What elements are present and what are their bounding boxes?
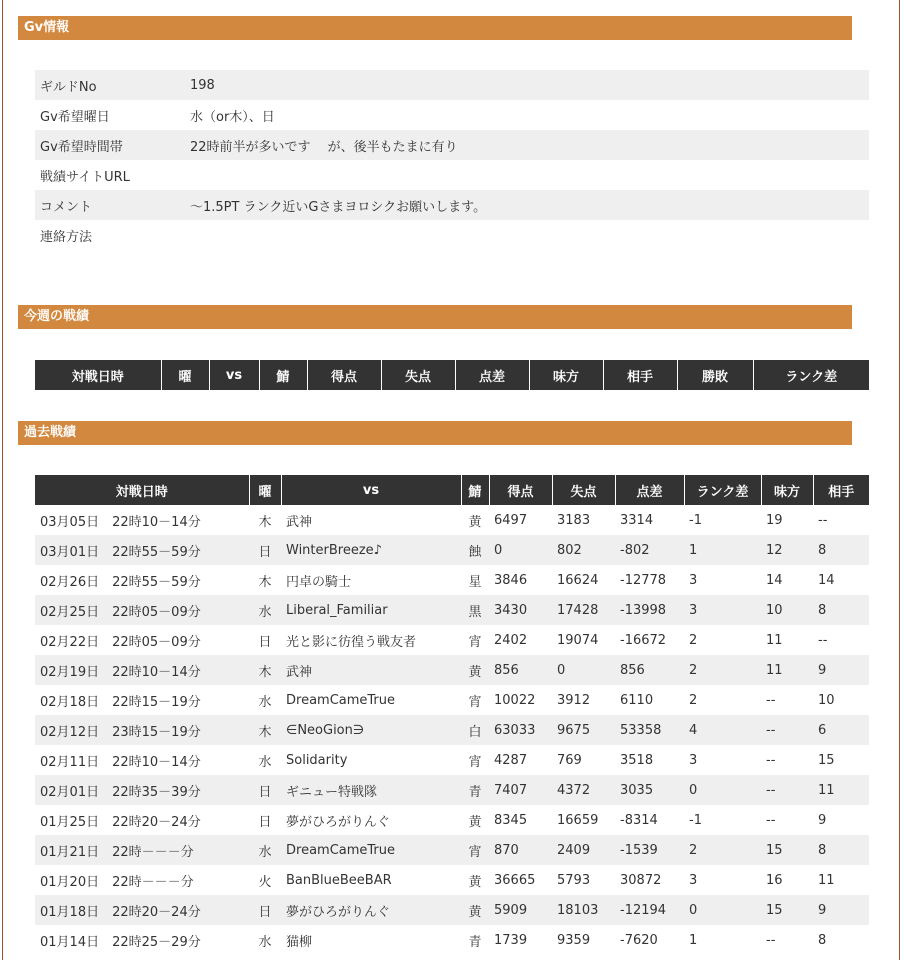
table-cell: 02月26日 22時55－59分 — [40, 574, 201, 590]
table-cell: 2402 — [494, 632, 528, 648]
table-cell: 黄 — [461, 895, 489, 925]
table-cell: 01月14日 22時25－29分 — [40, 934, 201, 950]
table-cell: 16624 — [557, 572, 599, 588]
table-cell: 1739 — [494, 932, 528, 948]
table-cell: 8 — [813, 535, 869, 565]
week-column-header: 鯖 — [259, 360, 307, 390]
section-title-past: 過去戦績 — [18, 421, 852, 445]
table-cell: 9675 — [552, 715, 615, 745]
table-cell: 3430 — [489, 595, 552, 625]
table-row — [35, 895, 869, 925]
table-row — [35, 595, 869, 625]
table-cell: 水 — [249, 595, 281, 625]
info-label: 連絡方法 — [40, 229, 93, 245]
table-cell: 02月11日 22時10－14分 — [40, 754, 201, 770]
table-cell: 10 — [761, 595, 813, 625]
past-column-header: ランク差 — [684, 475, 761, 505]
table-cell: 黄 — [468, 514, 482, 530]
table-cell: 14 — [766, 572, 783, 588]
table-cell: 63033 — [489, 715, 552, 745]
past-column-header: 得点 — [489, 475, 552, 505]
table-cell: 15 — [761, 895, 813, 925]
table-cell: 9359 — [557, 932, 591, 948]
table-cell: 2 — [684, 655, 761, 685]
table-cell: 03月05日 22時10－14分 — [40, 514, 201, 530]
table-cell: 19 — [766, 512, 783, 528]
table-cell: 3846 — [494, 572, 528, 588]
table-cell: 0 — [489, 535, 552, 565]
table-cell: -8314 — [620, 812, 658, 828]
table-cell: 宵 — [468, 694, 482, 710]
table-cell: 水 — [258, 934, 272, 950]
table-row — [35, 775, 869, 805]
table-cell: 3 — [689, 872, 698, 888]
table-row — [35, 655, 869, 685]
table-cell: BanBlueBeeBAR — [286, 872, 392, 888]
table-cell: 黄 — [461, 655, 489, 685]
table-cell: -- — [766, 692, 776, 708]
table-cell: 水 — [258, 754, 272, 770]
table-row — [35, 925, 869, 955]
info-value: 水（or木）、日 — [190, 109, 275, 125]
table-cell: 青 — [461, 775, 489, 805]
past-column-header: 相手 — [813, 475, 869, 505]
table-cell: -1 — [689, 812, 702, 828]
table-cell: 7407 — [489, 775, 552, 805]
past-column-header: 対戦日時 — [35, 475, 249, 505]
table-cell: 武神 — [281, 655, 461, 685]
table-cell: 18103 — [552, 895, 615, 925]
table-cell: Solidarity — [286, 752, 348, 768]
table-cell: 3 — [689, 572, 698, 588]
week-column-header: ランク差 — [753, 360, 869, 390]
table-row — [35, 745, 869, 775]
table-cell: 円卓の騎士 — [286, 574, 352, 590]
info-row — [35, 130, 869, 160]
table-cell: 11 — [813, 775, 869, 805]
past-column-header: 失点 — [552, 475, 615, 505]
table-cell: 3035 — [615, 775, 684, 805]
table-cell: -- — [766, 932, 776, 948]
info-value — [185, 160, 869, 190]
table-cell: 2 — [689, 632, 698, 648]
table-cell: 02月25日 22時05－09分 — [35, 595, 249, 625]
past-column-header: 味方 — [761, 475, 813, 505]
table-cell: 12 — [761, 535, 813, 565]
table-cell: 日 — [258, 634, 272, 650]
table-cell: 01月21日 22時－－－分 — [35, 835, 249, 865]
table-cell: 2 — [684, 835, 761, 865]
table-cell: 6110 — [620, 692, 654, 708]
table-cell: 木 — [249, 715, 281, 745]
past-column-header: 曜 — [249, 475, 281, 505]
table-row — [35, 565, 869, 595]
info-label: Gv希望曜日 — [40, 109, 110, 125]
table-cell: -- — [761, 715, 813, 745]
table-cell: 夢がひろがりんぐ — [281, 895, 461, 925]
info-row — [35, 160, 869, 190]
table-cell: 10 — [818, 692, 835, 708]
section-title-this-week: 今週の戦績 — [18, 305, 852, 329]
table-cell: -16672 — [620, 632, 667, 648]
past-results-table — [35, 475, 869, 955]
table-cell: 猫柳 — [286, 934, 313, 950]
table-cell: 02月12日 23時15－19分 — [35, 715, 249, 745]
table-cell: 36665 — [494, 872, 536, 888]
info-row — [35, 70, 869, 100]
table-cell: 17428 — [552, 595, 615, 625]
table-cell: 0 — [684, 895, 761, 925]
week-column-header: 点差 — [455, 360, 529, 390]
table-cell: 03月01日 22時55－59分 — [35, 535, 249, 565]
table-cell: 6497 — [494, 512, 528, 528]
table-cell: 02月19日 22時10－14分 — [35, 655, 249, 685]
table-cell: 蝕 — [461, 535, 489, 565]
table-cell: 8 — [813, 595, 869, 625]
table-row — [35, 865, 869, 895]
table-cell: 802 — [552, 535, 615, 565]
table-cell: 11 — [818, 872, 835, 888]
table-cell: 日 — [249, 775, 281, 805]
table-cell: 0 — [684, 775, 761, 805]
table-cell: 4287 — [494, 752, 528, 768]
table-cell: -- — [818, 512, 828, 528]
info-row — [35, 220, 869, 250]
info-label: 戦績サイトURL — [40, 169, 130, 185]
table-cell: 2 — [689, 692, 698, 708]
table-cell: -13998 — [615, 595, 684, 625]
table-cell: ∈NeoGion∋ — [281, 715, 461, 745]
table-cell: 3912 — [557, 692, 591, 708]
table-cell: ギニュー特戦隊 — [281, 775, 461, 805]
table-cell: 木 — [258, 574, 272, 590]
table-cell: 53358 — [615, 715, 684, 745]
table-cell: 8345 — [494, 812, 528, 828]
info-label: コメント — [35, 190, 185, 220]
week-column-header: 相手 — [603, 360, 677, 390]
table-cell: 日 — [249, 535, 281, 565]
table-cell: 14 — [818, 572, 835, 588]
info-label: Gv希望時間帯 — [35, 130, 185, 160]
table-cell: 3 — [689, 752, 698, 768]
week-column-header: 曜 — [161, 360, 209, 390]
table-cell: -1539 — [615, 835, 684, 865]
week-column-header: 味方 — [529, 360, 603, 390]
week-column-header: 失点 — [381, 360, 455, 390]
table-cell: 火 — [258, 874, 272, 890]
table-cell: 870 — [489, 835, 552, 865]
info-value: ～1.5PT ランク近いGさまヨロシクお願いします。 — [185, 190, 869, 220]
table-cell: -12194 — [615, 895, 684, 925]
table-cell: -- — [766, 752, 776, 768]
table-cell: -- — [818, 632, 828, 648]
table-cell: WinterBreeze♪ — [281, 535, 461, 565]
table-cell: 30872 — [620, 872, 662, 888]
table-cell: 星 — [468, 574, 482, 590]
table-cell: 16 — [766, 872, 783, 888]
table-cell: 6 — [813, 715, 869, 745]
table-cell: 宵 — [468, 634, 482, 650]
table-row — [35, 715, 869, 745]
table-cell: -- — [761, 775, 813, 805]
table-cell: 8 — [813, 835, 869, 865]
info-value: 22時前半が多いです が、後半もたまに有り — [185, 130, 869, 160]
table-cell: 9 — [813, 655, 869, 685]
table-cell: 3183 — [557, 512, 591, 528]
week-column-header: 得点 — [307, 360, 381, 390]
table-cell: 0 — [552, 655, 615, 685]
table-cell: 16659 — [557, 812, 599, 828]
table-cell: 02月22日 22時05－09分 — [40, 634, 201, 650]
table-cell: 11 — [766, 632, 783, 648]
table-row — [35, 835, 869, 865]
this-week-table — [35, 360, 869, 390]
table-row — [35, 505, 869, 535]
table-cell: 3 — [684, 595, 761, 625]
info-value — [185, 220, 869, 250]
table-cell: 15 — [761, 835, 813, 865]
table-cell: DreamCameTrue — [286, 692, 396, 708]
week-column-header: 勝敗 — [677, 360, 753, 390]
table-cell: 水 — [258, 694, 272, 710]
table-cell: 光と影に彷徨う戦友者 — [286, 634, 417, 650]
table-cell: 日 — [249, 895, 281, 925]
table-cell: -1 — [689, 512, 702, 528]
table-cell: -- — [766, 812, 776, 828]
table-cell: -7620 — [620, 932, 658, 948]
table-cell: 白 — [461, 715, 489, 745]
table-cell: 15 — [818, 752, 835, 768]
table-cell: 5793 — [557, 872, 591, 888]
table-cell: 01月25日 22時20－24分 — [40, 814, 201, 830]
table-cell: 夢がひろがりんぐ — [286, 814, 391, 830]
table-cell: 10022 — [494, 692, 536, 708]
table-cell: 水 — [249, 835, 281, 865]
table-cell: 19074 — [557, 632, 599, 648]
table-cell: DreamCameTrue — [281, 835, 461, 865]
table-cell: 黄 — [468, 814, 482, 830]
table-cell: 02月18日 22時15－19分 — [40, 694, 201, 710]
table-cell: 4 — [684, 715, 761, 745]
table-cell: 宵 — [468, 754, 482, 770]
week-column-header: vs — [209, 360, 259, 390]
table-cell: 2409 — [552, 835, 615, 865]
table-cell: 02月01日 22時35－39分 — [35, 775, 249, 805]
table-cell: 11 — [761, 655, 813, 685]
past-column-header: 点差 — [615, 475, 684, 505]
past-column-header: vs — [281, 475, 461, 505]
table-cell: 01月18日 22時20－24分 — [35, 895, 249, 925]
table-row — [35, 805, 869, 835]
table-row — [35, 685, 869, 715]
table-cell: 3518 — [620, 752, 654, 768]
table-cell: -802 — [615, 535, 684, 565]
table-cell: Liberal_Familiar — [281, 595, 461, 625]
gv-info-table — [35, 70, 869, 250]
table-cell: 日 — [258, 814, 272, 830]
table-cell: 9 — [818, 812, 827, 828]
table-cell: 木 — [249, 655, 281, 685]
info-row — [35, 100, 869, 130]
table-cell: 青 — [468, 934, 482, 950]
info-row — [35, 190, 869, 220]
table-cell: 宵 — [461, 835, 489, 865]
table-cell: 856 — [615, 655, 684, 685]
section-title-gv-info: Gv情報 — [18, 16, 852, 40]
table-cell: 黒 — [461, 595, 489, 625]
table-cell: 3314 — [620, 512, 654, 528]
info-label: ギルドNo — [35, 70, 185, 100]
table-row — [35, 535, 869, 565]
table-row — [35, 625, 869, 655]
table-cell: 01月20日 22時－－－分 — [40, 874, 194, 890]
table-cell: 5909 — [489, 895, 552, 925]
table-cell: 1 — [684, 535, 761, 565]
table-cell: 黄 — [468, 874, 482, 890]
table-cell: 9 — [813, 895, 869, 925]
table-cell: 武神 — [286, 514, 313, 530]
table-cell: 769 — [557, 752, 582, 768]
table-cell: 1 — [689, 932, 698, 948]
table-cell: 4372 — [552, 775, 615, 805]
past-column-header: 鯖 — [461, 475, 489, 505]
week-column-header: 対戦日時 — [35, 360, 161, 390]
table-cell: -12778 — [620, 572, 667, 588]
info-value: 198 — [185, 70, 869, 100]
table-cell: 856 — [489, 655, 552, 685]
table-cell: 木 — [258, 514, 272, 530]
table-cell: 8 — [818, 932, 827, 948]
